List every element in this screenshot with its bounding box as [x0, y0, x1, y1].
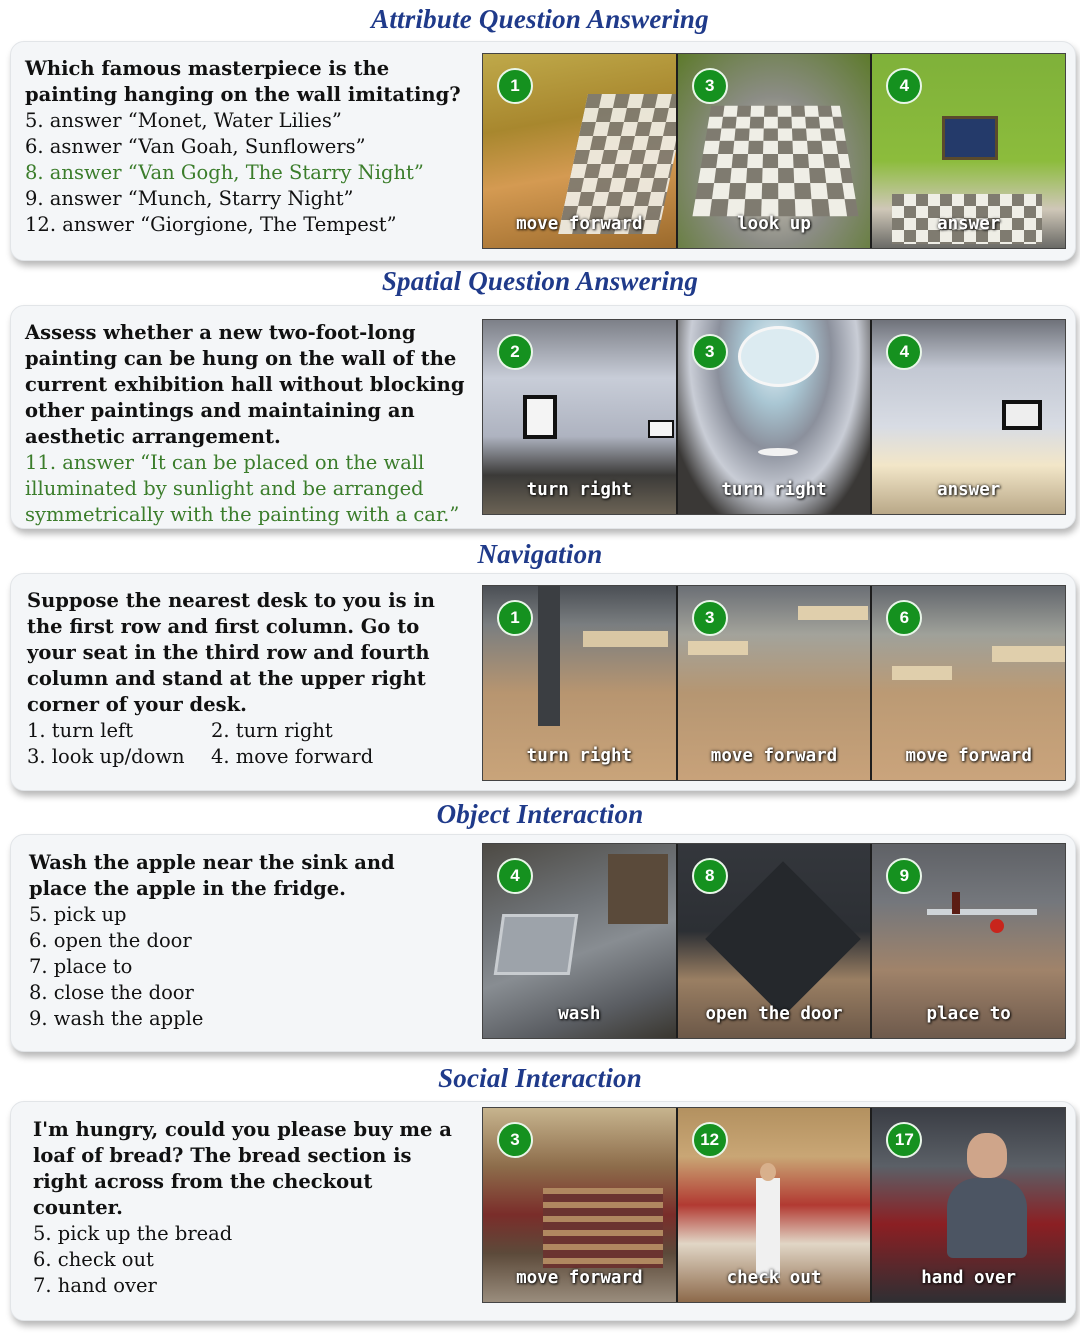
step-badge: 1	[497, 68, 533, 104]
navigation-options-row	[27, 718, 457, 744]
attribute-qa-card	[10, 41, 1076, 261]
object-interaction-question: Wash the apple near the sink and place the apple in the fridge.	[29, 851, 395, 900]
spatial-qa-question: Assess whether a new two-foot-long painting can be hung on the wall of the current exhibition hall without blocking other paintings and maintaining an aesthetic arrangement.	[25, 321, 465, 448]
social-interaction-frames	[482, 1107, 1066, 1303]
person-head	[760, 1163, 776, 1181]
frame-kitchen-1	[483, 844, 678, 1038]
action-label: turn right	[526, 480, 633, 500]
step-badge: 4	[497, 858, 533, 894]
attribute-qa-text	[25, 56, 475, 238]
frame-store-3	[872, 1108, 1065, 1302]
person-head	[967, 1133, 1007, 1178]
step-badge: 1	[497, 600, 533, 636]
option: 7. hand over	[33, 1274, 157, 1297]
section-title-navigation: Navigation	[477, 539, 603, 569]
navigation-options-row	[27, 744, 457, 770]
option: 7. place to	[29, 955, 133, 978]
checkered-bed	[558, 94, 678, 234]
starry-night-painting	[942, 116, 998, 160]
option-correct: 8. answer “Van Gogh, The Starry Night”	[25, 161, 424, 184]
action-label: answer	[937, 480, 1001, 500]
option: 12. answer “Giorgione, The Tempest”	[25, 213, 397, 236]
step-badge: 3	[497, 1122, 533, 1158]
frame-classroom-2	[678, 586, 873, 780]
social-interaction-card	[10, 1101, 1076, 1321]
person	[756, 1178, 780, 1278]
attribute-qa-frames	[482, 53, 1066, 249]
step-badge: 6	[886, 600, 922, 636]
action-label: turn right	[721, 480, 827, 500]
social-interaction-question: I'm hungry, could you please buy me a loaf of bread? The bread section is right across from the checkout counter.	[33, 1118, 452, 1219]
option: 4. move forward	[211, 745, 374, 768]
fridge-shelf	[927, 909, 1037, 915]
action-label: move forward	[905, 746, 1032, 766]
frame-kitchen-2	[678, 844, 873, 1038]
desk	[688, 641, 748, 655]
option: 5. pick up	[29, 903, 127, 926]
action-label: move forward	[516, 1268, 643, 1288]
pillar	[538, 586, 560, 726]
option: 5. answer “Monet, Water Lilies”	[25, 109, 342, 132]
section-title-social-interaction: Social Interaction	[438, 1063, 642, 1093]
option: 9. wash the apple	[29, 1007, 204, 1030]
spatial-qa-text	[25, 320, 475, 528]
navigation-card	[10, 573, 1076, 791]
car-painting	[1002, 400, 1042, 430]
navigation-question: Suppose the nearest desk to you is in the first row and first column. Go to your seat in the third row and fourth column and stand at the upper right corner of your desk.	[27, 589, 435, 716]
section-title-object-interaction: Object Interaction	[436, 799, 644, 829]
action-label: check out	[726, 1268, 822, 1288]
option: 2. turn right	[211, 719, 333, 742]
action-label: place to	[926, 1004, 1011, 1024]
checkered-bed	[692, 106, 858, 217]
step-badge: 3	[692, 600, 728, 636]
step-badge: 2	[497, 334, 533, 370]
frame-gallery-2	[678, 320, 873, 514]
option: 9. answer “Munch, Starry Night”	[25, 187, 354, 210]
frame-bedroom-2	[678, 54, 873, 248]
apple	[990, 919, 1004, 933]
frame-bedroom-3	[872, 54, 1065, 248]
desk	[992, 646, 1065, 662]
frame-bedroom-1	[483, 54, 678, 248]
spatial-qa-answer: 11. answer “It can be placed on the wall illuminated by sunlight and be arranged symmetrically with the painting with a car.”	[25, 451, 460, 526]
section-title-attribute-qa: Attribute Question Answering	[371, 4, 709, 34]
frame-gallery-1	[483, 320, 678, 514]
step-badge: 4	[886, 334, 922, 370]
fridge-door	[705, 861, 861, 1017]
step-badge: 9	[886, 858, 922, 894]
spatial-qa-frames	[482, 319, 1066, 515]
person-body	[947, 1178, 1027, 1258]
step-badge: 12	[692, 1122, 728, 1158]
painting	[648, 420, 674, 438]
painting	[523, 395, 557, 439]
action-label: turn right	[526, 746, 633, 766]
frame-classroom-3	[872, 586, 1065, 780]
navigation-text	[27, 588, 457, 770]
option: 3. look up/down	[27, 745, 185, 768]
action-label: open the door	[705, 1004, 843, 1024]
skylight	[738, 326, 819, 387]
attribute-qa-question: Which famous masterpiece is the painting hanging on the wall imitating?	[25, 57, 461, 106]
option: 8. close the door	[29, 981, 194, 1004]
desk	[892, 666, 952, 680]
frame-store-2	[678, 1108, 873, 1302]
bottle	[952, 892, 960, 914]
step-badge: 8	[692, 858, 728, 894]
frame-classroom-1	[483, 586, 678, 780]
desk	[583, 631, 668, 647]
frame-gallery-3	[872, 320, 1065, 514]
action-label: hand over	[921, 1268, 1017, 1288]
table	[758, 448, 798, 456]
frame-store-1	[483, 1108, 678, 1302]
action-label: move forward	[710, 746, 838, 766]
social-interaction-text	[33, 1117, 453, 1299]
option: 6. check out	[33, 1248, 154, 1271]
frame-kitchen-3	[872, 844, 1065, 1038]
action-label: move forward	[516, 214, 643, 234]
step-badge: 3	[692, 68, 728, 104]
object-interaction-frames	[482, 843, 1066, 1039]
step-badge: 3	[692, 334, 728, 370]
shelves	[543, 1188, 663, 1268]
cabinet	[608, 854, 668, 924]
object-interaction-text	[29, 850, 459, 1032]
navigation-frames	[482, 585, 1066, 781]
option: 6. open the door	[29, 929, 192, 952]
step-badge: 17	[886, 1122, 922, 1158]
step-badge: 4	[886, 68, 922, 104]
option: 6. asnwer “Van Goah, Sunflowers”	[25, 135, 366, 158]
object-interaction-card	[10, 834, 1076, 1052]
section-title-spatial-qa: Spatial Question Answering	[381, 266, 699, 296]
action-label: answer	[937, 214, 1001, 234]
action-label: wash	[558, 1004, 601, 1024]
desk	[798, 606, 868, 620]
option: 5. pick up the bread	[33, 1222, 233, 1245]
action-label: look up	[737, 214, 811, 234]
sink	[494, 914, 579, 975]
option: 1. turn left	[27, 719, 134, 742]
spatial-qa-card	[10, 305, 1076, 529]
